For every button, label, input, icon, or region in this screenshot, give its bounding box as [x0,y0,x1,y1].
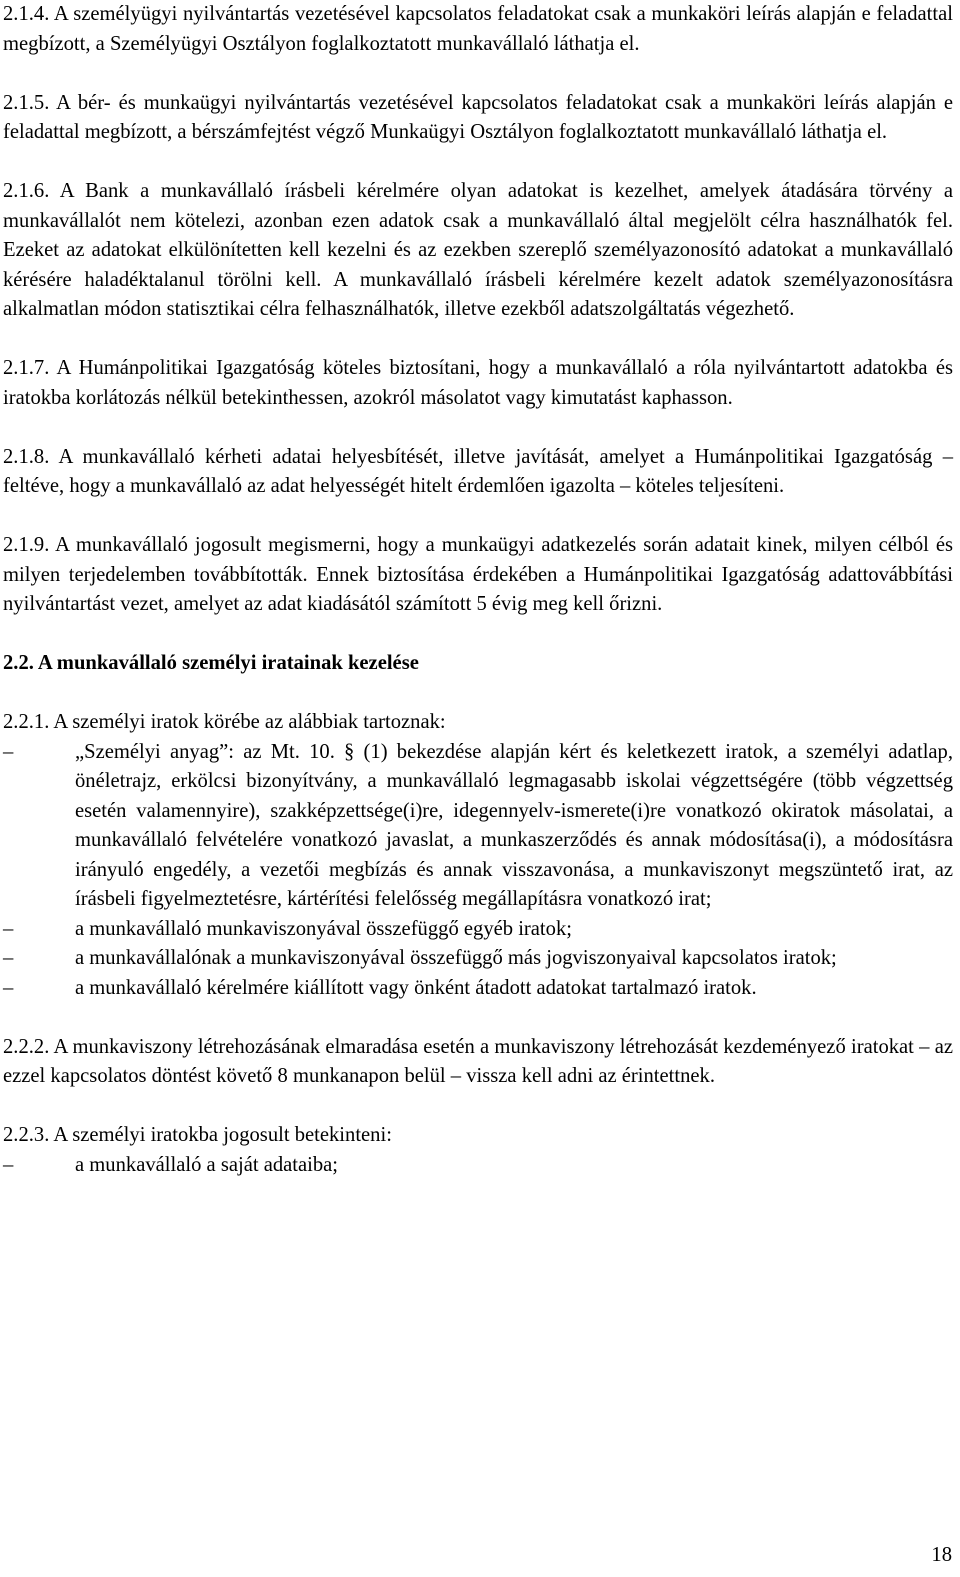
list-item [3,974,953,1004]
section-heading-2-2: 2.2. A munkavállaló személyi iratainak kezelése [3,652,419,674]
dash-bullet: – [3,1153,14,1176]
dash-bullet: – [3,976,14,999]
list-item-text: a munkavállaló munkaviszonyával összefüggő egyéb iratok; [75,917,572,940]
access-rights-list [3,1151,953,1181]
list-item-text: a munkavállaló kérelmére kiállított vagy önként átadott adatokat tartalmazó iratok. [75,976,757,999]
list-item [3,944,953,974]
paragraph-2-2-3-intro: 2.2.3. A személyi iratokba jogosult betekinteni: [3,1124,392,1146]
list-item-text: a munkavállalónak a munkaviszonyával összefüggő más jogviszonyaival kapcsolatos iratok; [75,947,837,969]
paragraph-2-1-7: 2.1.7. A Humánpolitikai Igazgatóság köteles biztosítani, hogy a munkavállaló a róla nyilvántartott adatokba és iratokba korlátozás nélkül betekinthessen, azokról másolatot vagy kimutatást kaphasson. [3,357,953,409]
paragraph-2-1-6: 2.1.6. A Bank a munkavállaló írásbeli kérelmére olyan adatokat is kezelhet, amelyek átadására törvény a munkavállalót nem kötelezi, azonban ezen adatok csak a munkavállaló által megjelölt célra használhatók fel. Ezeket az adatokat elkülönítetten kell kezelni és az ezekben szereplő személyazonosító adatokat a munkavállaló kérésére haladéktalanul törölni kell. A munkavállaló írásbeli kérelmére kezelt adatok személyazonosításra alkalmatlan módon statisztikai célra felhasználhatók, illetve ezekből adatszolgáltatás végezhető. [3,180,953,320]
paragraph-2-1-4: 2.1.4. A személyügyi nyilvántartás vezetésével kapcsolatos feladatokat csak a munkaköri leírás alapján e feladattal megbízott, a Személyügyi Osztályon foglalkoztatott munkavállaló láthatja el. [3,3,953,55]
personal-documents-list [3,738,953,1004]
list-item [3,1151,953,1181]
list-item-text: a munkavállaló a saját adataiba; [75,1153,339,1176]
dash-bullet: – [3,740,14,763]
list-item-text: „Személyi anyag”: az Mt. 10. § (1) bekezdése alapján kért és keletkezett iratok, a személyi adatlap, önéletrajz, erkölcsi bizonyítvány, a munkavállaló legmagasabb iskolai végzettségére (több végzettség esetén valamennyire), szakképzettsége(i)re, idegennyelv-ismerete(i)re vonatkozó okiratok másolatai, a munkavállaló felvételére vonatkozó javaslat, a munkaszerződés és annak módosítása(i), a módosításra irányuló engedély, a vezetői megbízás és annak visszavonása, a munkaviszonyt megszüntető irat, az írásbeli figyelmeztetésre, kártérítési felelősség megállapításra vonatkozó irat; [75,740,953,910]
paragraph-2-1-9: 2.1.9. A munkavállaló jogosult megismerni, hogy a munkaügyi adatkezelés során adatait kinek, milyen célból és milyen terjedelemben továbbították. Ennek biztosítása érdekében a Humánpolitikai Igazgatóság adattovábbítási nyilvántartást vezet, amelyet az adat kiadásától számított 5 évig meg kell őrizni. [3,534,953,615]
list-item [3,738,953,915]
paragraph-2-1-8: 2.1.8. A munkavállaló kérheti adatai helyesbítését, illetve javítását, amelyet a Humánpolitikai Igazgatóság – feltéve, hogy a munkavállaló az adat helyességét hitelt érdemlően igazolta – köteles teljesíteni. [3,445,953,497]
dash-bullet: – [3,947,14,969]
paragraph-2-2-2: 2.2.2. A munkaviszony létrehozásának elmaradása esetén a munkaviszony létrehozását kezdeményező iratokat – az ezzel kapcsolatos döntést követő 8 munkanapon belül – vissza kell adni az érintettnek. [3,1035,953,1087]
paragraph-2-2-1-intro: 2.2.1. A személyi iratok körébe az alábbiak tartoznak: [3,711,446,733]
document-page [3,0,953,1180]
dash-bullet: – [3,917,14,940]
paragraph-2-1-5: 2.1.5. A bér- és munkaügyi nyilvántartás vezetésével kapcsolatos feladatokat csak a munkaköri leírás alapján e feladattal megbízott, a bérszámfejtést végző Munkaügyi Osztályon foglalkoztatott munkavállaló láthatja el. [3,91,953,143]
list-item [3,915,953,945]
page-number: 18 [931,1544,952,1566]
